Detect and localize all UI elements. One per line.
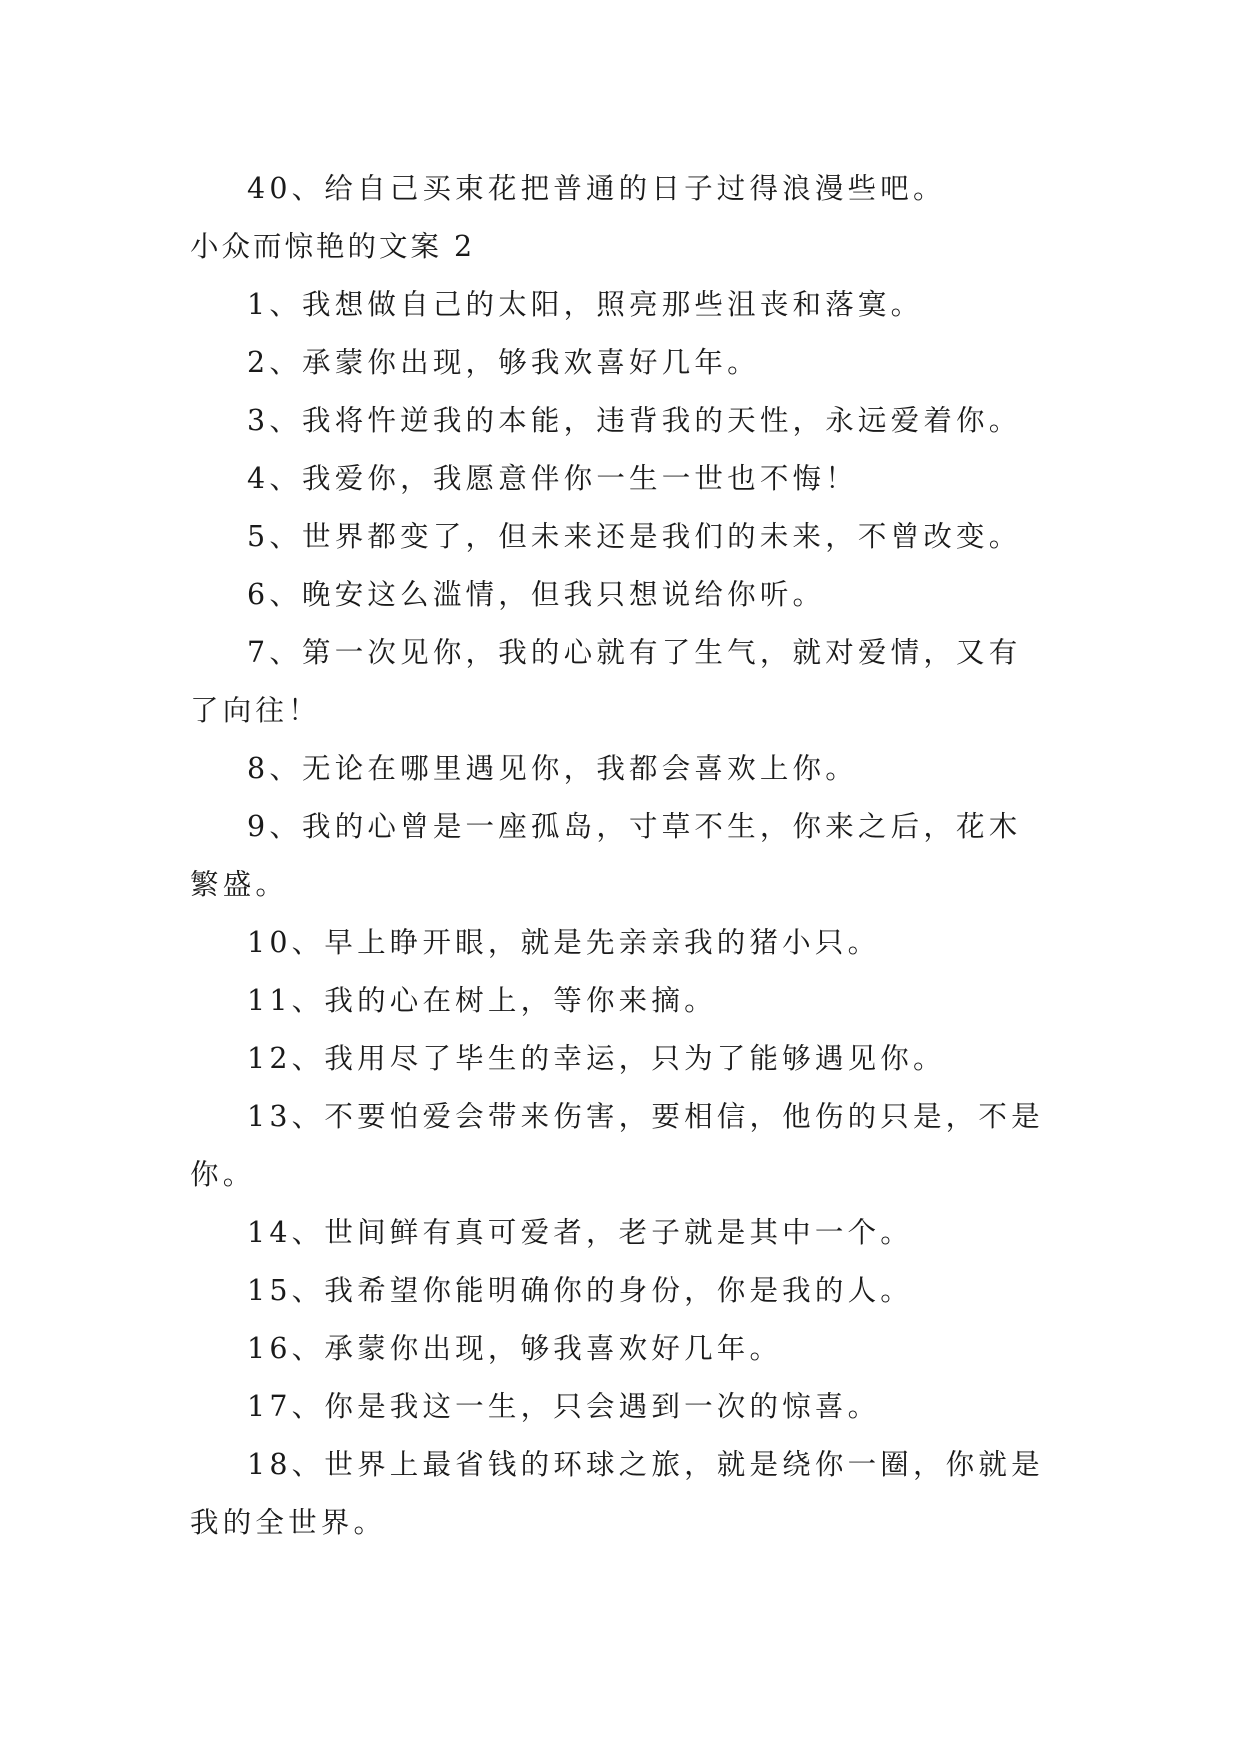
list-item: 18、世界上最省钱的环球之旅，就是绕你一圈，你就是我的全世界。	[190, 1448, 1044, 1539]
list-item: 7、第一次见你，我的心就有了生气，就对爱情，又有了向往！	[190, 636, 1022, 727]
list-item: 2、承蒙你出现，够我欢喜好几年。	[247, 346, 760, 379]
list-item: 16、承蒙你出现，够我喜欢好几年。	[247, 1332, 783, 1365]
list-item: 12、我用尽了毕生的幸运，只为了能够遇见你。	[247, 1042, 946, 1075]
list-item: 5、世界都变了，但未来还是我们的未来，不曾改变。	[247, 520, 1022, 553]
list-item: 17、你是我这一生，只会遇到一次的惊喜。	[247, 1390, 881, 1423]
list-item: 4、我爱你，我愿意伴你一生一世也不悔！	[247, 462, 858, 495]
document-body	[190, 160, 1052, 1552]
section-title: 小众而惊艳的文案 2	[190, 230, 476, 263]
list-item: 14、世间鲜有真可爱者，老子就是其中一个。	[247, 1216, 913, 1249]
list-item: 13、不要怕爱会带来伤害，要相信，他伤的只是，不是你。	[190, 1100, 1044, 1191]
list-item: 6、晚安这么滥情，但我只想说给你听。	[247, 578, 826, 611]
list-item: 3、我将忤逆我的本能，违背我的天性，永远爱着你。	[247, 404, 1022, 437]
list-item: 9、我的心曾是一座孤岛，寸草不生，你来之后，花木繁盛。	[190, 810, 1022, 901]
list-item: 8、无论在哪里遇见你，我都会喜欢上你。	[247, 752, 858, 785]
list-item: 11、我的心在树上，等你来摘。	[247, 984, 717, 1017]
list-item: 10、早上睁开眼，就是先亲亲我的猪小只。	[247, 926, 881, 959]
list-item: 15、我希望你能明确你的身份，你是我的人。	[247, 1274, 913, 1307]
list-item: 1、我想做自己的太阳，照亮那些沮丧和落寞。	[247, 288, 924, 321]
intro-line: 40、给自己买束花把普通的日子过得浪漫些吧。	[247, 172, 946, 205]
